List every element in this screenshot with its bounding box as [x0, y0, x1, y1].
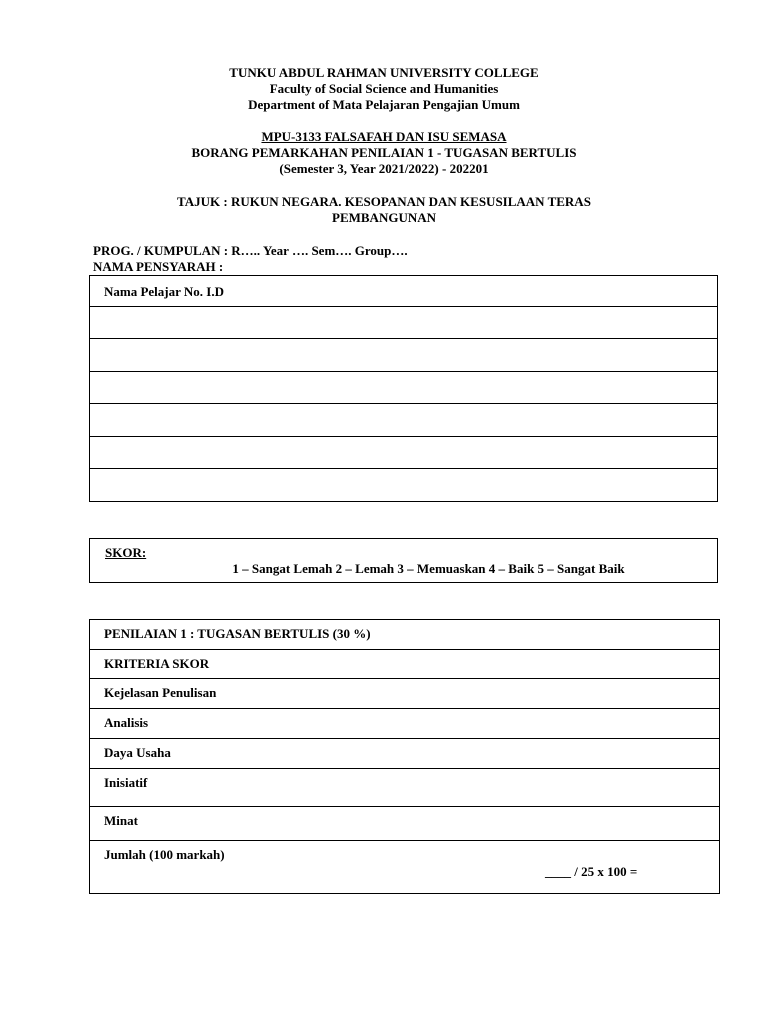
- tajuk-line-2: PEMBANGUNAN: [332, 210, 436, 225]
- student-row[interactable]: [90, 339, 717, 372]
- total-row: [90, 841, 719, 893]
- semester-info: (Semester 3, Year 2021/2022) - 202201: [279, 161, 489, 176]
- penilaian-table: [89, 619, 720, 894]
- course-code-title: MPU-3133 FALSAFAH DAN ISU SEMASA: [261, 129, 507, 144]
- criteria-row[interactable]: [90, 807, 719, 841]
- student-table-header: [90, 276, 717, 307]
- faculty-name: Faculty of Social Science and Humanities: [269, 81, 499, 96]
- student-row[interactable]: [90, 404, 717, 437]
- kriteria-header: KRITERIA SKOR: [104, 656, 210, 671]
- criteria-label: Minat: [104, 813, 138, 828]
- student-table-header-label: Nama Pelajar No. I.D: [104, 284, 224, 299]
- skor-label: SKOR:: [105, 545, 147, 560]
- student-row[interactable]: [90, 307, 717, 339]
- form-title: BORANG PEMARKAHAN PENILAIAN 1 - TUGASAN BERTULIS: [191, 145, 577, 160]
- criteria-row[interactable]: [90, 739, 719, 769]
- skor-box: [89, 538, 718, 583]
- tajuk-line-1: TAJUK : RUKUN NEGARA. KESOPANAN DAN KESUSILAAN TERAS: [177, 194, 591, 209]
- kriteria-header-row: [90, 650, 719, 679]
- prog-block: [93, 243, 408, 275]
- criteria-label: Inisiatif: [104, 775, 148, 790]
- criteria-row[interactable]: [90, 769, 719, 807]
- document-header: [0, 65, 768, 113]
- total-label: Jumlah (100 markah): [104, 847, 225, 862]
- criteria-label: Daya Usaha: [104, 745, 171, 760]
- penilaian-title-row: [90, 620, 719, 650]
- department-name: Department of Mata Pelajaran Pengajian Umum: [248, 97, 520, 112]
- course-header: [0, 129, 768, 177]
- criteria-row[interactable]: [90, 709, 719, 739]
- prog-kumpulan: PROG. / KUMPULAN : R….. Year …. Sem…. Group….: [93, 243, 408, 258]
- university-name: TUNKU ABDUL RAHMAN UNIVERSITY COLLEGE: [229, 65, 539, 80]
- criteria-row[interactable]: [90, 679, 719, 709]
- student-row[interactable]: [90, 437, 717, 469]
- skor-scale: 1 – Sangat Lemah 2 – Lemah 3 – Memuaskan 4 – Baik 5 – Sangat Baik: [232, 561, 625, 576]
- student-row[interactable]: [90, 469, 717, 501]
- criteria-label: Analisis: [104, 715, 149, 730]
- criteria-label: Kejelasan Penulisan: [104, 685, 217, 700]
- student-table: [89, 275, 718, 502]
- penilaian-title: PENILAIAN 1 : TUGASAN BERTULIS (30 %): [104, 626, 371, 641]
- total-calculation[interactable]: ____ / 25 x 100 =: [545, 864, 638, 879]
- nama-pensyarah: NAMA PENSYARAH :: [93, 259, 224, 274]
- tajuk-block: [100, 194, 668, 226]
- student-row[interactable]: [90, 372, 717, 404]
